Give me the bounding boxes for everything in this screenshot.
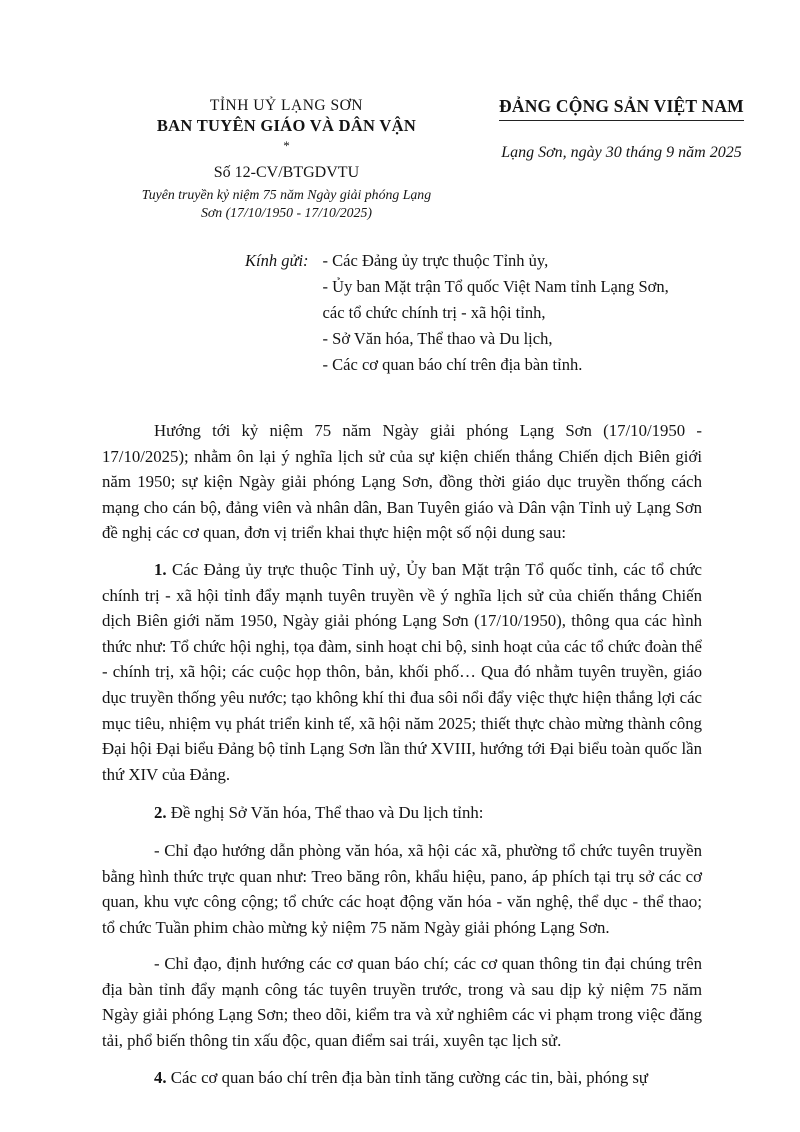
paragraph-number: 4. [154,1067,167,1087]
recipient-line: - Ủy ban Mặt trận Tổ quốc Việt Nam tỉnh Lạng Sơn, [322,277,669,296]
national-motto-block [468,96,775,221]
star-separator: * [283,138,290,153]
recipients-label: Kính gửi: [245,251,309,270]
recipients-block [245,248,740,378]
document-subject: Tuyên truyền kỷ niệm 75 năm Ngày giải phóng Lạng Sơn (17/10/1950 - 17/10/2025) [141,187,432,220]
document-number: Số 12-CV/BTGDVTU [213,164,360,181]
body-paragraph [102,418,702,546]
recipients-list [323,248,669,378]
paragraph-number: 2. [154,803,167,823]
paragraph-text: Các Đảng ủy trực thuộc Tỉnh uỷ, Ủy ban Mặt trận Tổ quốc tỉnh, các tổ chức chính trị - xã hội tỉnh đẩy mạnh tuyên truyền về ý nghĩa lịch sử của chiến thắng Chiến dịch Biên giới năm 1950, Ngày giải phóng Lạng Sơn (17/10/1950), thông qua các hình thức như: Tổ chức hội nghị, tọa đàm, sinh hoạt chi bộ, sinh hoạt của các tổ chức đoàn thể - chính trị, xã hội; các cuộc họp thôn, bản, khối phố… Qua đó nhằm tuyên truyền, giáo dục truyền thống yêu nước; tạo không khí thi đua sôi nổi đẩy việc thực hiện thắng lợi các mục tiêu, nhiệm vụ phát triển kinh tế, xã hội năm 2025; thiết thực chào mừng thành công Đại hội Đại biểu Đảng bộ tỉnh Lạng Sơn lần thứ XVIII, hướng tới Đại biểu toàn quốc lần thứ XIV của Đảng. [102,559,702,784]
issuing-agency-block [105,96,468,221]
paragraph-text: - Chỉ đạo hướng dẫn phòng văn hóa, xã hội các xã, phường tổ chức tuyên truyền bằng hình thức trực quan như: Treo băng rôn, khẩu hiệu, pano, áp phích tại trụ sở các cơ quan, khu vực công cộng; tổ chức các hoạt động văn hóa - văn nghệ, thể dục - thể thao; tổ chức Tuần phim chào mừng kỷ niệm 75 năm Ngày giải phóng Lạng Sơn. [102,840,702,937]
paragraph-text: - Chỉ đạo, định hướng các cơ quan báo chí; các cơ quan thông tin đại chúng trên địa bàn tỉnh đẩy mạnh công tác tuyên truyền trước, trong và sau dịp kỷ niệm 75 năm Ngày giải phóng Lạng Sơn; theo dõi, kiểm tra và xử nghiêm các vi phạm trong việc đăng tải, phổ biến thông tin xấu độc, quan điểm sai trái, xuyên tạc lịch sử. [102,954,702,1051]
paragraph-text: Hướng tới kỷ niệm 75 năm Ngày giải phóng Lạng Sơn (17/10/1950 - 17/10/2025); nhằm ôn lại ý nghĩa lịch sử của sự kiện chiến thắng Chiến dịch Biên giới năm 1950; sự kiện Ngày giải phóng Lạng Sơn, đồng thời giáo dục truyền thống cách mạng cho cán bộ, đảng viên và nhân dân, Ban Tuyên giáo và Dân vận Tỉnh uỷ Lạng Sơn đề nghị các cơ quan, đơn vị triển khai thực hiện một số nội dung sau: [102,421,702,543]
body-paragraph [102,838,702,940]
recipient-line: các tổ chức chính trị - xã hội tỉnh, [322,303,546,322]
recipient-line: - Các Đảng ủy trực thuộc Tỉnh ủy, [322,251,549,270]
document-header [0,96,800,221]
body-paragraph [102,1065,702,1091]
body-paragraph [102,951,702,1053]
document-body [102,418,702,1101]
paragraph-number: 1. [154,559,167,579]
recipient-line: - Sở Văn hóa, Thể thao và Du lịch, [322,329,553,348]
place-date-line: Lạng Sơn, ngày 30 tháng 9 năm 2025 [501,144,742,161]
body-paragraph [102,557,702,787]
org-name: BAN TUYÊN GIÁO VÀ DÂN VẬN [156,116,417,135]
body-paragraph [102,800,702,826]
paragraph-text: Các cơ quan báo chí trên địa bàn tỉnh tăng cường các tin, bài, phóng sự [166,1067,649,1087]
recipient-line: - Các cơ quan báo chí trên địa bàn tỉnh. [322,355,583,374]
org-parent-name: TỈNH UỶ LẠNG SƠN [209,97,363,114]
paragraph-text: Đề nghị Sở Văn hóa, Thể thao và Du lịch tỉnh: [166,803,484,823]
national-header: ĐẢNG CỘNG SẢN VIỆT NAM [499,96,744,121]
